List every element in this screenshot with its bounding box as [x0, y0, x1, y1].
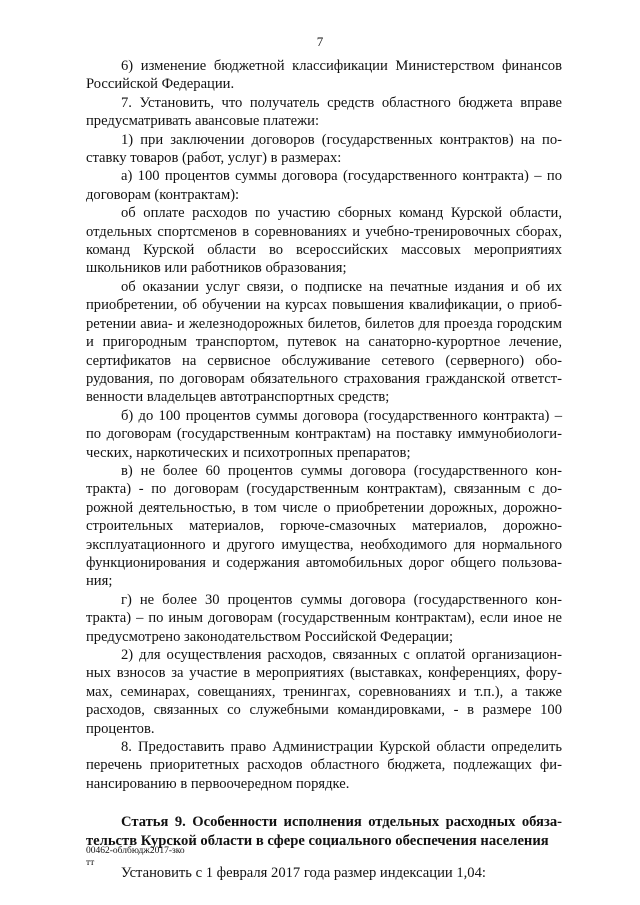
- paragraph: г) не более 30 процентов суммы договора (государственного контракта) – по иным договорам (государственным контрактам), если иное не предусмотрено законодательством Российской Федерации;: [86, 591, 562, 645]
- paragraph: а) 100 процентов суммы договора (государственного контракта) – по договорам (контрактам):: [86, 168, 562, 203]
- article-title: Статья 9. Особенности исполнения отдельных расходных обязательств Курской области в сфере социального обеспечения населения: [86, 814, 562, 849]
- paragraph: б) до 100 процентов суммы договора (государственного контракта) – по договорам (государственным контрактам) на поставку иммунобиологических, наркотических и психотропных препаратов;: [86, 407, 562, 461]
- document-body: [86, 57, 562, 882]
- page-number: 7: [316, 34, 324, 49]
- paragraph: 1) при заключении договоров (государственных контрактов) на поставку товаров (работ, услуг) в размерах:: [86, 131, 562, 167]
- paragraph: 7. Установить, что получатель средств областного бюджета вправе предусматривать авансовые платежи:: [86, 94, 562, 130]
- paragraph: 6) изменение бюджетной классификации Министерством финансов Российской Федерации.: [86, 58, 562, 93]
- paragraph: 2) для осуществления расходов, связанных с оплатой организационных взносов за участие в мероприятиях (выставках, конференциях, форумах, семинарах, совещаниях, тренингах, соревнованиях и т.п.), а также расходов, связанных со служебными командировками, - в размере 100 процентов.: [86, 647, 562, 737]
- paragraph: 8. Предоставить право Администрации Курской области определить перечень приоритетных расходов областного бюджета, подлежащих финансированию в первоочередном порядке.: [86, 739, 562, 792]
- paragraph: об оплате расходов по участию сборных команд Курской области, отдельных спортсменов в соревнованиях и учебно-тренировочных сборах, команд Курской области во всероссийских массовых мероприятиях школьников или работников образования;: [86, 205, 562, 277]
- closing-paragraph: Установить с 1 февраля 2017 года размер индексации 1,04:: [121, 865, 486, 882]
- paragraph: в) не более 60 процентов суммы договора (государственного контракта) - по договорам (государственным контрактам), связанным с дорожной деятельностью, в том числе о приобретении дорожных, дорожно-строительных материалов, горюче-смазочных материалов, дорожно-эксплуатационного и другого имущества, необходимого для нормального функционирования и содержания автомобильных дорог общего пользования;: [86, 462, 562, 590]
- footer-doc-code: 00462-облбюдж2017-зко: [86, 846, 185, 856]
- footer: [86, 845, 185, 869]
- paragraph: об оказании услуг связи, о подписке на печатные издания и об их приобретении, об обучении на курсах повышения квалификации, о приобретении авиа- и железнодорожных билетов, билетов для проезда городским и пригородным транспортом, путевок на санаторно-курортное лечение, сертификатов на сервисное обслуживание сетевого (серверного) оборудования, по договорам обязательного страхования гражданской ответственности владельцев автотранспортных средств;: [86, 278, 562, 406]
- footer-initials: тт: [86, 858, 95, 868]
